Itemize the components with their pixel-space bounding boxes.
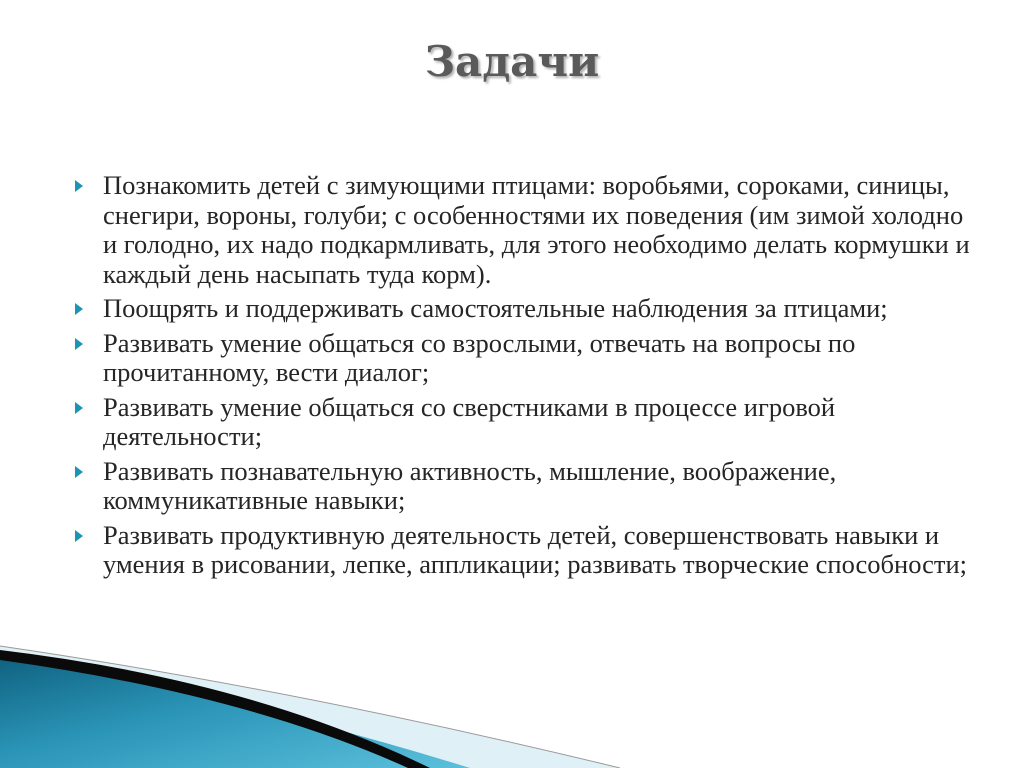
triangle-right-icon [75,402,83,414]
triangle-right-icon [75,303,83,315]
list-item [72,294,972,324]
slide-title: Задачи [424,37,600,86]
triangle-right-icon [75,180,83,192]
task-list [72,171,972,585]
list-item [72,457,972,516]
list-item [72,171,972,289]
list-item-text: Поощрять и поддерживать самостоятельные наблюдения за птицами; [103,293,888,323]
triangle-right-icon [75,530,83,542]
triangle-right-icon [75,338,83,350]
list-item-text: Развивать умение общаться со взрослыми, отвечать на вопросы по прочитанному, вести диалог; [103,327,856,387]
list-item-text: Развивать познавательную активность, мышление, воображение, коммуникативные навыки; [103,455,837,515]
list-item-text: Познакомить детей с зимующими птицами: воробьями, сороками, синицы, снегири, вороны, голуби; с особенностями их поведения (им зимой холодно и голодно, их надо подкармливать, для этого необходимо делать кормушки и каждый день насыпать туда корм). [103,170,970,289]
list-item [72,393,972,452]
list-item-text: Развивать продуктивную деятельность детей, совершенствовать навыки и умения в рисовании, лепке, аппликации; развивать творческие способности; [103,519,967,579]
triangle-right-icon [75,466,83,478]
list-item [72,521,972,580]
list-item [72,329,972,388]
list-item-text: Развивать умение общаться со сверстниками в процессе игровой деятельности; [103,391,836,451]
